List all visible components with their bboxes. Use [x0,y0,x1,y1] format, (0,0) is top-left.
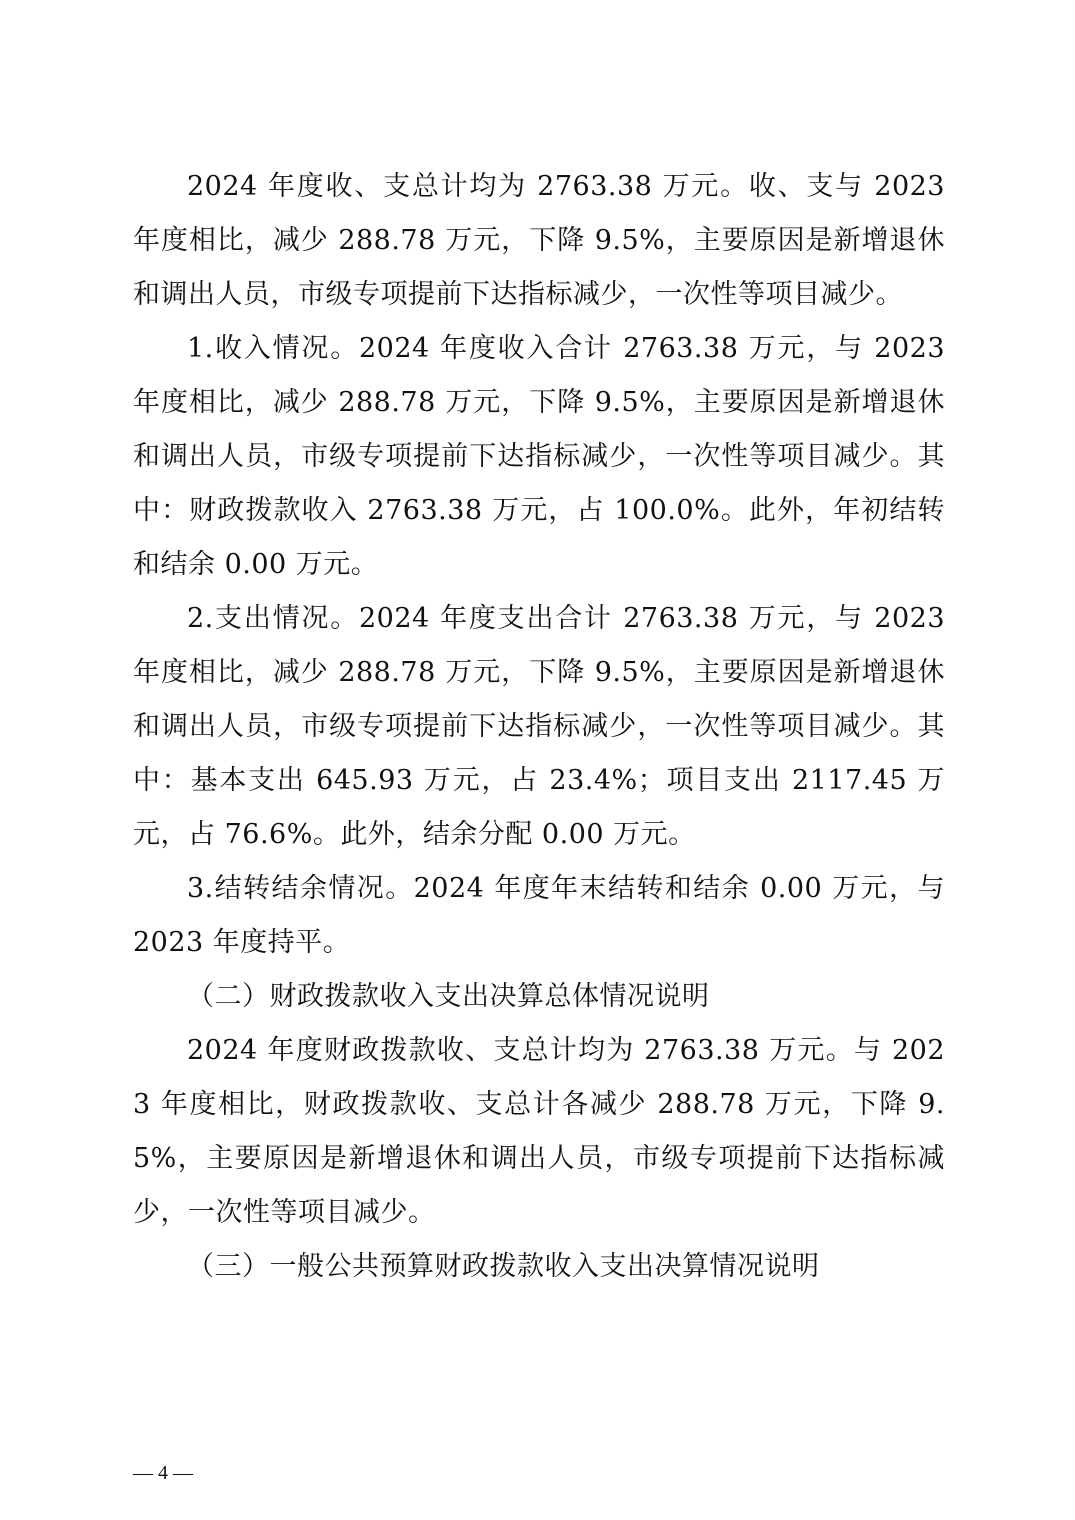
paragraph-total-summary: 2024 年度收、支总计均为 2763.38 万元。收、支与 2023 年度相比，减少 288.78 万元，下降 9.5%，主要原因是新增退休和调出人员，市级专项提前下达指标减少，一次性等项目减少。 [133,171,945,310]
page-number: — 4 — [133,1462,193,1484]
document-body [133,160,945,1294]
section-heading-3: （三）一般公共预算财政拨款收入支出决算情况说明 [187,1251,820,1282]
paragraph-expenditure: 2.支出情况。2024 年度支出合计 2763.38 万元，与 2023 年度相比，减少 288.78 万元，下降 9.5%，主要原因是新增退休和调出人员，市级专项提前下达指标减少，一次性等项目减少。其中：基本支出 645.93 万元，占 23.4%；项目支出 2117.45 万元，占 76.6%。此外，结余分配 0.00 万元。 [133,603,945,850]
paragraph-carryover: 3.结转结余情况。2024 年度年末结转和结余 0.00 万元，与 2023 年度持平。 [133,873,945,958]
section-heading-2: （二）财政拨款收入支出决算总体情况说明 [187,981,710,1012]
paragraph-income: 1.收入情况。2024 年度收入合计 2763.38 万元，与 2023 年度相比，减少 288.78 万元，下降 9.5%，主要原因是新增退休和调出人员，市级专项提前下达指标减少，一次性等项目减少。其中：财政拨款收入 2763.38 万元，占 100.0%。此外，年初结转和结余 0.00 万元。 [133,333,945,580]
paragraph-fiscal-allocation: 2024 年度财政拨款收、支总计均为 2763.38 万元。与 2023 年度相比，财政拨款收、支总计各减少 288.78 万元，下降 9.5%，主要原因是新增退休和调出人员，市级专项提前下达指标减少，一次性等项目减少。 [133,1035,945,1228]
